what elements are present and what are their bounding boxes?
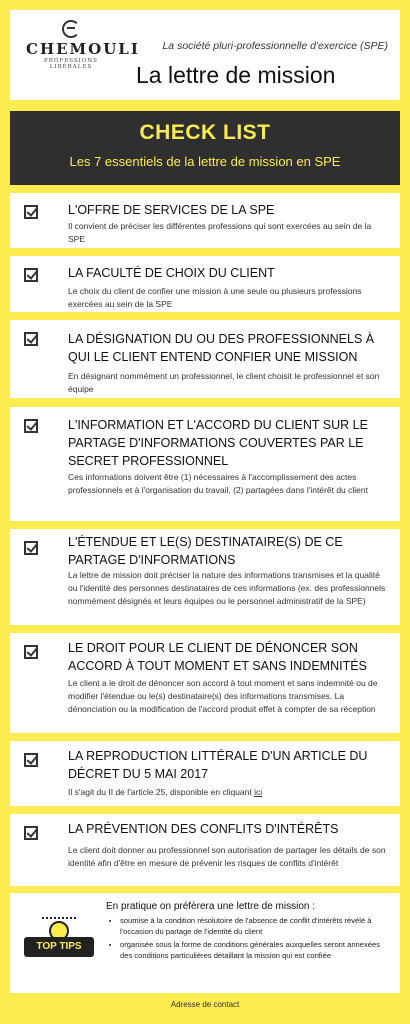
logo-name: CHEMOULI — [26, 40, 140, 58]
item-text: Ces informations doivent être (1) nécessaires à l'accomplissement des actes professionnels et à l'organisation du travail, (2) partagées dans l'intérêt du client — [68, 472, 368, 495]
item-text: En désignant nommément un professionnel, le client choisit le professionnel et son équipe — [68, 371, 380, 394]
item-title: L'ÉTENDUE ET LE(S) DESTINATAIRE(S) DE CE PARTAGE D'INFORMATIONS — [68, 535, 343, 567]
tips-list — [120, 915, 388, 963]
checkbox-checked-icon — [24, 541, 38, 555]
page-title: La lettre de mission — [136, 62, 336, 88]
checklist-banner — [10, 111, 400, 185]
contact-link[interactable]: Adresse de contact — [170, 1000, 240, 1009]
checklist-item — [10, 633, 400, 733]
tips-bullet: • organisée sous la forme de conditions générales auxquelles seront annexées des conditions particulières détaillant la mission qui est confiée — [120, 939, 388, 961]
decree-link[interactable]: ici — [254, 787, 263, 797]
tips-bullet: • soumise à la condition résolutoire de l'absence de conflit d'intérêts révélé à l'occasion du partage de l'identité du client — [120, 915, 388, 937]
item-text: Il convient de préciser les différentes professions qui sont exercées au sein de la SPE — [68, 221, 372, 244]
item-text: La lettre de mission doit préciser la nature des informations transmises et la qualité ou l'identité des personnes destinataires de ces informations (ex. des professionnels nommément désignés et leurs équipes ou le personnel administratif de la SPE) — [68, 570, 386, 606]
checklist-item — [10, 193, 400, 248]
checkbox-checked-icon — [24, 268, 38, 282]
checklist-item — [10, 320, 400, 398]
item-text-main: Il s'agit du II de l'article 25, disponible en cliquant — [68, 787, 252, 797]
item-title: LA REPRODUCTION LITTÉRALE D'UN ARTICLE DU DÉCRET DU 5 MAI 2017 — [68, 749, 368, 781]
checklist-item — [10, 741, 400, 806]
checklist-item — [10, 256, 400, 312]
item-text: Le choix du client de confier une mission à une seule ou plusieurs professions exercées au sein de la SPE — [68, 286, 362, 309]
header — [10, 10, 400, 100]
checkbox-checked-icon — [24, 645, 38, 659]
logo-sub: PROFESSIONS LIBÉRALES — [44, 58, 98, 70]
checklist-item — [10, 529, 400, 625]
checkbox-checked-icon — [24, 205, 38, 219]
item-title: LA DÉSIGNATION DU OU DES PROFESSIONNELS À QUI LE CLIENT ENTEND CONFIER UNE MISSION — [68, 332, 375, 364]
logo — [26, 20, 140, 70]
tips-heading: En pratique on préfèrera une lettre de mission : — [106, 901, 316, 912]
checkbox-checked-icon — [24, 753, 38, 767]
checkbox-checked-icon — [24, 332, 38, 346]
checkbox-checked-icon — [24, 419, 38, 433]
top-tips-box — [10, 893, 400, 993]
item-title: LA FACULTÉ DE CHOIX DU CLIENT — [68, 266, 275, 280]
checklist-item — [10, 407, 400, 521]
top-tips-badge — [24, 921, 94, 965]
item-title: LA PRÉVENTION DES CONFLITS D'INTÉRÊTS — [68, 822, 339, 836]
item-title: LE DROIT POUR LE CLIENT DE DÉNONCER SON ACCORD À TOUT MOMENT ET SANS INDEMNITÉS — [68, 641, 367, 673]
checkbox-checked-icon — [24, 826, 38, 840]
banner-title: CHECK LIST — [139, 121, 271, 144]
item-title: L'INFORMATION ET L'ACCORD DU CLIENT SUR LE PARTAGE D'INFORMATIONS COUVERTES PAR LE SECRET PROFESSIONNEL — [68, 418, 368, 468]
banner-subtitle: Les 7 essentiels de la lettre de mission en SPE — [69, 154, 341, 169]
header-subtitle: La société pluri-professionnelle d'exercice (SPE) — [162, 40, 388, 52]
item-text: Le client a le droit de dénoncer son accord à tout moment et sans indemnité ou de modifier l'étendue ou le(s) destinataire(s) des informations transmises. La dénonciation ou la modification de l'accord produit effet à compter de sa réception — [68, 678, 378, 714]
item-title: L'OFFRE DE SERVICES DE LA SPE — [68, 203, 275, 217]
logo-icon — [62, 20, 80, 38]
item-text — [68, 786, 386, 799]
item-text: Le client doit donner au professionnel son autorisation de partager les détails de son identité afin d'être en mesure de prévenir les risques de conflits d'intérêt — [68, 845, 386, 868]
top-tips-label: TOP TIPS — [24, 937, 94, 957]
checklist-item — [10, 814, 400, 886]
